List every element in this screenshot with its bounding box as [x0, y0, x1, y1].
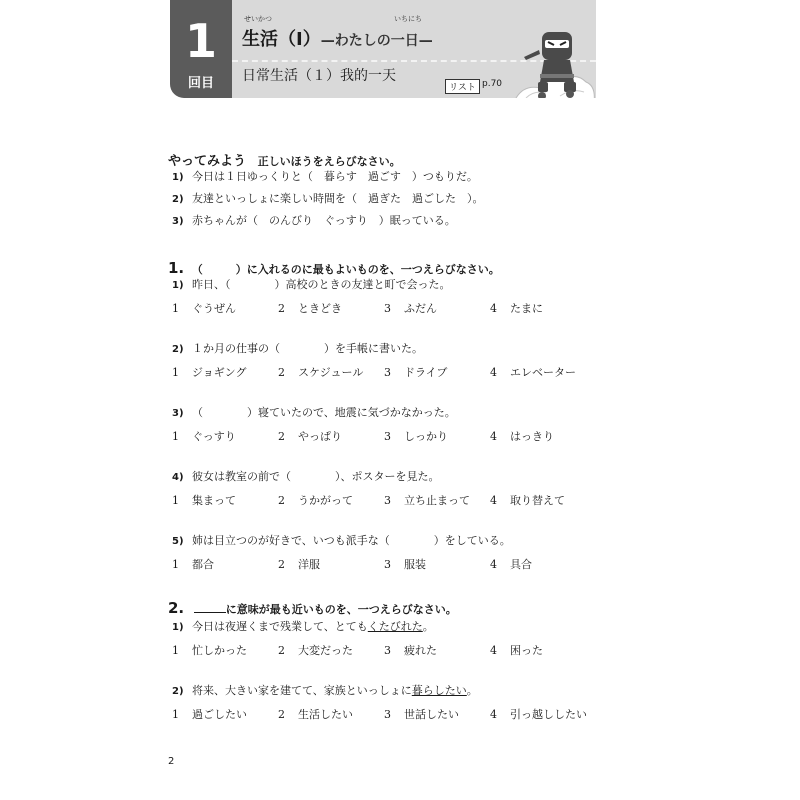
answer-option[interactable]: 3 疲れた [384, 644, 437, 657]
question: 1) 今日は夜遅くまで残業して、とてもくたびれた。 [172, 620, 434, 633]
lesson-title: 生活（Ⅰ）—わたしの一日— [242, 29, 433, 50]
practice-item: 2) 友達といっしょに楽しい時間を（ 過ぎた 過ごした ）。 [172, 192, 484, 205]
section2-heading: 2. に意味が最も近いものを、一つえらびなさい。 [168, 599, 457, 617]
section1-instruction: （ ）に入れるのに最もよいものを、一つえらびなさい。 [191, 263, 500, 276]
answer-option[interactable]: 4 取り替えて [490, 494, 565, 507]
answer-option[interactable]: 2 大変だった [278, 644, 353, 657]
question: 5) 姉は目立つのが好きで、いつも派手な（ ）をしている。 [172, 534, 511, 547]
answer-option[interactable]: 3 ふだん [384, 302, 437, 315]
question: 2) １か月の仕事の（ ）を手帳に書いた。 [172, 342, 423, 355]
lesson-unit-label: 回目 [187, 76, 214, 91]
lesson-subtitle: —わたしの一日— [320, 33, 433, 49]
answer-option[interactable]: 3 しっかり [384, 430, 448, 443]
lesson-number: 1 [184, 14, 217, 68]
answer-option[interactable]: 1 忙しかった [172, 644, 247, 657]
answer-option[interactable]: 4 エレベーター [490, 366, 576, 379]
answer-option[interactable]: 4 はっきり [490, 430, 554, 443]
section2-instruction: に意味が最も近いものを、一つえらびなさい。 [225, 603, 457, 616]
list-reference-page: p.70 [482, 79, 503, 89]
lesson-header [170, 0, 596, 98]
lesson-title-block [242, 14, 433, 51]
underline-blank [194, 603, 226, 613]
practice-heading: やってみよう 正しいほうをえらびなさい。 [168, 154, 401, 169]
answer-option[interactable]: 4 引っ越ししたい [490, 708, 587, 721]
answer-option[interactable]: 2 ときどき [278, 302, 342, 315]
ninja-mascot-icon [512, 22, 596, 98]
answer-option[interactable]: 3 世話したい [384, 708, 459, 721]
practice-item: 3) 赤ちゃんが（ のんびり ぐっすり ）眠っている。 [172, 214, 456, 227]
answer-option[interactable]: 3 ドライブ [384, 366, 448, 379]
lesson-number-box [170, 0, 232, 98]
section1-heading: 1. （ ）に入れるのに最もよいものを、一つえらびなさい。 [168, 259, 500, 277]
answer-option[interactable]: 3 服装 [384, 558, 426, 571]
answer-option[interactable]: 1 ぐっすり [172, 430, 236, 443]
answer-option[interactable]: 1 ジョギング [172, 366, 247, 379]
answer-option[interactable]: 2 生活したい [278, 708, 353, 721]
list-reference-tag[interactable]: リスト [445, 79, 480, 94]
underlined-word: 暮らしたい [411, 684, 467, 697]
question: 4) 彼女は教室の前で（ ）、ポスターを見た。 [172, 470, 440, 483]
practice-item: 1) 今日は１日ゆっくりと（ 暮らす 過ごす ）つもりだ。 [172, 170, 478, 183]
answer-option[interactable]: 4 困った [490, 644, 543, 657]
practice-instruction: 正しいほうをえらびなさい。 [257, 155, 401, 168]
answer-option[interactable]: 2 スケジュール [278, 366, 364, 379]
answer-option[interactable]: 2 やっぱり [278, 430, 342, 443]
answer-option[interactable]: 4 具合 [490, 558, 532, 571]
question: 1) 昨日、（ ）高校のときの友達と町で会った。 [172, 278, 451, 291]
answer-option[interactable]: 4 たまに [490, 302, 543, 315]
answer-option[interactable]: 2 洋服 [278, 558, 320, 571]
answer-option[interactable]: 1 ぐうぜん [172, 302, 236, 315]
answer-option[interactable]: 2 うかがって [278, 494, 353, 507]
page-number: 2 [168, 756, 175, 767]
underlined-word: くたびれた [367, 620, 423, 633]
answer-option[interactable]: 1 都合 [172, 558, 214, 571]
answer-option[interactable]: 1 過ごしたい [172, 708, 247, 721]
answer-option[interactable]: 1 集まって [172, 494, 236, 507]
answer-option[interactable]: 3 立ち止まって [384, 494, 470, 507]
chinese-title: 日常生活（１）我的一天 [242, 68, 396, 84]
question: 3) （ ）寝ていたので、地震に気づかなかった。 [172, 406, 456, 419]
title-ruby: せいかつ いちにち [244, 15, 422, 23]
question: 2) 将来、大きい家を建てて、家族といっしょに暮らしたい。 [172, 684, 478, 697]
